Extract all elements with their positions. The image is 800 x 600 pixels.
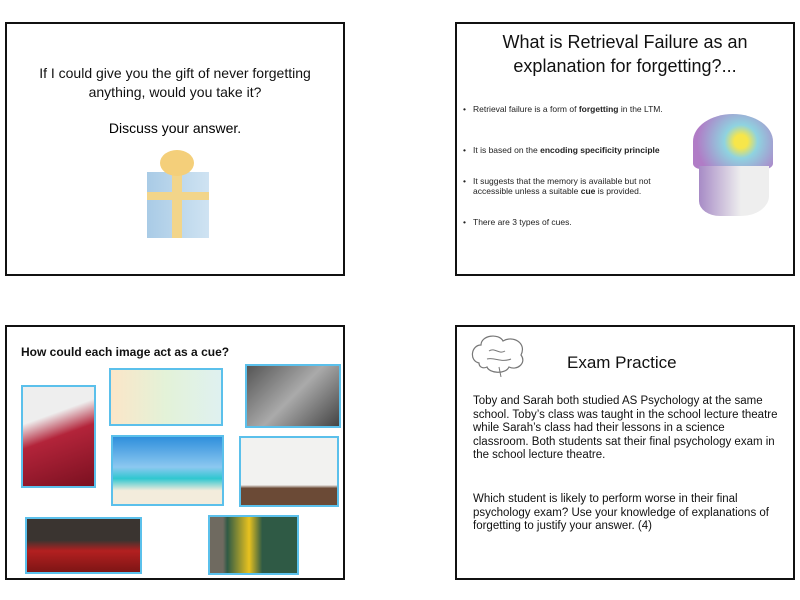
fruit-punch-jug-image	[21, 385, 96, 488]
bullet: • Retrieval failure is a form of forgetting in the LTM.	[463, 104, 685, 114]
slide-title: Exam Practice	[567, 353, 677, 372]
bullet: • It suggests that the memory is available but not accessible unless a suitable cue is provided.	[463, 176, 685, 196]
beach-umbrella-image	[111, 435, 224, 506]
exam-scenario: Toby and Sarah both studied AS Psychology at the same school. Toby’s class was taught in the school lecture theatre while Sarah’s class had their lessons in a science classroom. Both students sat their final psychology exam in the school lecture theatre.	[473, 395, 778, 461]
brain-outline-icon	[469, 333, 529, 377]
slide-4	[455, 325, 795, 580]
exam-question: Which student is likely to perform worse in their final psychology exam? Use your knowledge of explanations of forgetting to justify your answer. (4)	[473, 493, 769, 532]
perfume-bottles-image	[109, 368, 223, 426]
bullet: • There are 3 types of cues.	[463, 217, 685, 227]
old-photographs-image	[245, 364, 341, 428]
bullet: • It is based on the encoding specificity principle	[463, 145, 685, 155]
staircase-image	[239, 436, 339, 507]
slide-1	[5, 22, 345, 276]
gift-box-image	[142, 148, 212, 240]
coca-cola-truck-image	[25, 517, 142, 574]
slide-2	[455, 22, 795, 276]
slide-discuss: Discuss your answer.	[108, 120, 242, 136]
slide-3	[5, 325, 345, 580]
slide-title: How could each image act as a cue?	[21, 345, 230, 359]
slide-title: What is Retrieval Failure as an explanation for forgetting?...	[502, 32, 748, 76]
slide-question: If I could give you the gift of never forgetting anything, would you take it?	[39, 65, 311, 100]
classroom-teacher-image	[208, 515, 299, 575]
head-lightbulbs-image	[685, 106, 785, 218]
